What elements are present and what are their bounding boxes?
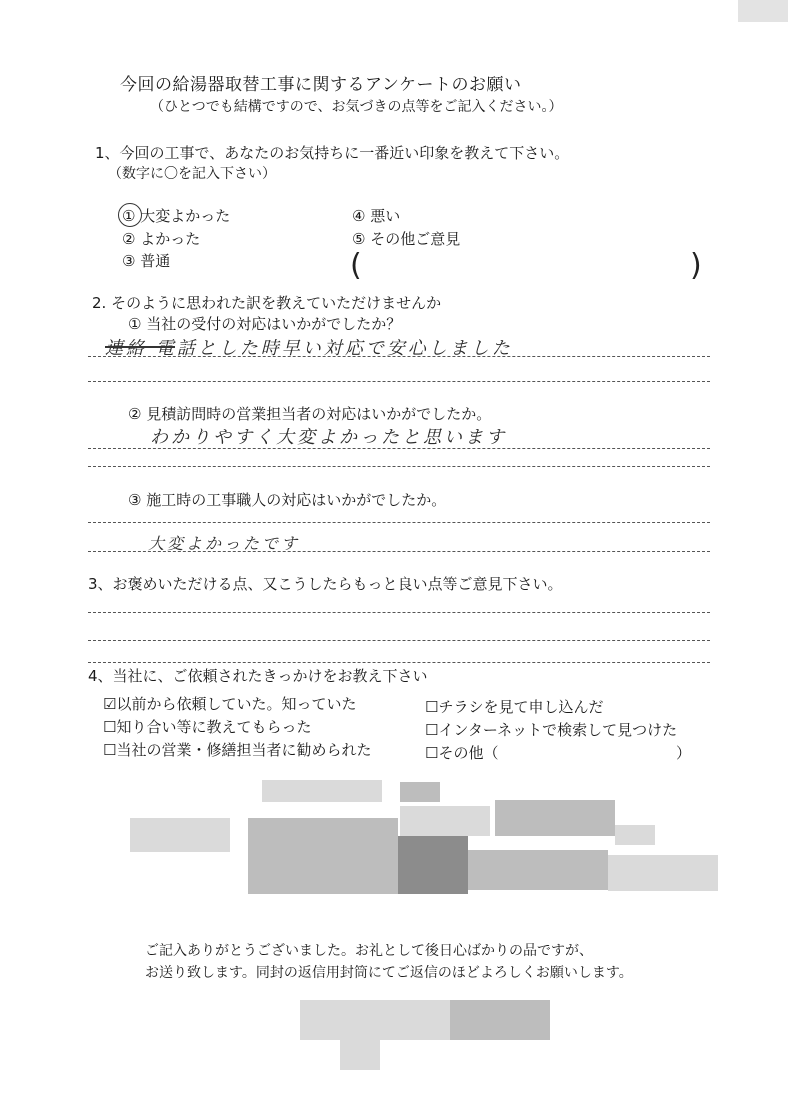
q4-other-close: ） [676, 744, 692, 762]
option-label: インターネットで検索して見つけた [438, 721, 678, 739]
answer-line [88, 381, 710, 382]
option-number: ② [122, 230, 136, 248]
checkbox-checked[interactable]: ☑ [103, 695, 117, 713]
option-label: 以前から依頼していた。知っていた [116, 695, 357, 713]
q1-instruction: （数字に〇を記入下さい） [108, 166, 276, 182]
q4-option-right-3 [425, 742, 498, 763]
q2-answer3: 大変よかったです [148, 534, 301, 553]
checkbox[interactable]: ☐ [425, 721, 439, 739]
q2-sub3: ③ 施工時の工事職人の対応はいかがでしたか。 [128, 491, 447, 509]
footer-line-2: お送り致します。同封の返信用封筒にてご返信のほどよろしくお願いします。 [145, 965, 633, 981]
option-label: 大変よかった [140, 207, 231, 225]
q2-sub1: ① 当社の受付の対応はいかがでしたか？ [128, 315, 402, 333]
q1-option-2 [122, 228, 200, 249]
q2-question: 2. そのように思われた訳を教えていただけませんか [92, 294, 442, 312]
q1-option-3 [122, 250, 170, 271]
checkbox[interactable]: ☐ [103, 741, 117, 759]
q4-option-right-2 [425, 719, 677, 740]
q4-option-left-1 [103, 693, 356, 714]
selection-circle [118, 203, 142, 227]
q4-option-left-3 [103, 739, 371, 760]
q4-option-right-1 [425, 696, 603, 717]
answer-line [88, 662, 710, 663]
answer-line [88, 522, 710, 523]
checkbox[interactable]: ☐ [425, 744, 439, 762]
option-label: 悪い [370, 207, 401, 225]
answer-line [88, 448, 710, 449]
answer-line [88, 551, 710, 552]
option-number: ④ [352, 207, 366, 225]
option-label: その他ご意見 [370, 230, 461, 248]
page-subtitle: （ひとつでも結構ですので、お気づきの点等をご記入ください。） [150, 99, 563, 115]
checkbox[interactable]: ☐ [425, 698, 439, 716]
q2-answer1: 連絡 電話とした時早い対応で安心しました [105, 338, 513, 359]
page-title: 今回の給湯器取替工事に関するアンケートのお願い [120, 75, 522, 95]
q1-bracket-open: ( [350, 248, 362, 283]
option-number: ① [122, 207, 136, 225]
scan-artifact [738, 0, 788, 22]
answer-line [88, 466, 710, 467]
option-label: その他（ [438, 744, 499, 762]
option-label: 知り合い等に教えてもらった [116, 718, 312, 736]
strike-mark [105, 346, 175, 348]
option-label: よかった [140, 230, 201, 248]
answer-line [88, 612, 710, 613]
option-label: 普通 [140, 252, 171, 270]
answer-line [88, 640, 710, 641]
q1-bracket-close: ) [690, 248, 702, 283]
checkbox[interactable]: ☐ [103, 718, 117, 736]
q4-option-left-2 [103, 716, 311, 737]
option-number: ⑤ [352, 230, 366, 248]
q3-question: 3、お褒めいただける点、又こうしたらもっと良い点等ご意見下さい。 [88, 575, 563, 593]
option-number: ③ [122, 252, 136, 270]
answer-line [88, 356, 710, 357]
q2-sub2: ② 見積訪問時の営業担当者の対応はいかがでしたか。 [128, 405, 492, 423]
q1-question: 1、今回の工事で、あなたのお気持ちに一番近い印象を教えて下さい。 [95, 144, 570, 162]
q1-option-4 [352, 205, 400, 226]
option-label: 当社の営業・修繕担当者に勧められた [116, 741, 372, 759]
option-label: チラシを見て申し込んだ [438, 698, 604, 716]
footer-line-1: ご記入ありがとうございました。お礼として後日心ばかりの品ですが、 [145, 943, 593, 959]
q1-option-5 [352, 228, 460, 249]
q2-answer2: わかりやすく大変よかったと思います [150, 427, 507, 448]
q4-question: 4、当社に、ご依頼されたきっかけをお教え下さい [88, 667, 428, 685]
